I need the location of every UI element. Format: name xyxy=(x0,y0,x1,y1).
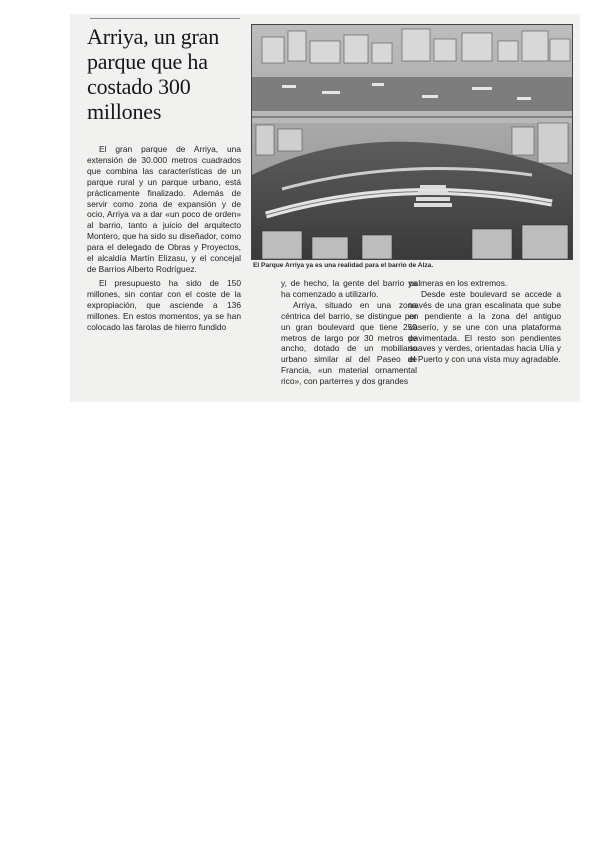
text-column-1 xyxy=(87,144,241,332)
paragraph: El gran parque de Arriya, una extensión de 30.000 metros cuadrados que combina las características de un parque rural y un parque urbano, está prácticamente finalizado. Además de servir como zona de expansión y de ocio, Arriya va a dar «un poco de orden» al barrio, tanto a juicio del arquitecto Montero, que ha sido su diseñador, como para el delegado de Obras y Proyectos, el alcaldía Martín Elizasu, y el concejal de Barrios Alberto Rodríguez. xyxy=(87,144,241,274)
newspaper-clipping xyxy=(70,14,580,402)
paragraph: El presupuesto ha sido de 150 millones, sin contar con el coste de la expropiación, que asciende a 136 millones. En estos momentos, ya se han colocado las farolas de hierro fundido xyxy=(87,277,241,332)
photo-illustration xyxy=(252,25,572,259)
paragraph: Desde este boulevard se accede a través de una gran escalinata que sube en pendiente a la zona del antiguo caserío, y se une con una plataforma pavimentada. El resto son pendientes suaves y verdes, orientadas hacia Ulía y el Puerto y con una vista muy agradable. xyxy=(409,288,561,365)
headline: Arriya, un gran parque que ha costado 300 millones xyxy=(87,24,220,124)
paragraph: palmeras en los extremos. xyxy=(409,278,508,288)
top-rule xyxy=(90,18,240,19)
aerial-photo-arriya-park xyxy=(251,24,573,260)
text-column-3 xyxy=(409,278,561,365)
paragraph: Arriya, situado en una zona céntrica del barrio, se distingue por un gran boulevard que tiene 250 metros de largo por 30 metros de ancho, dotado de un mobiliario urbano similar al del Paseo de Francia, «un material ornamental rico», con parterres y dos grandes xyxy=(281,299,417,387)
photo-caption: El Parque Arriya ya es una realidad para el barrio de Alza. xyxy=(253,262,434,269)
text-column-2 xyxy=(281,278,417,387)
paragraph: y, de hecho, la gente del barrio ya ha comenzado a utilizarlo. xyxy=(281,278,417,299)
